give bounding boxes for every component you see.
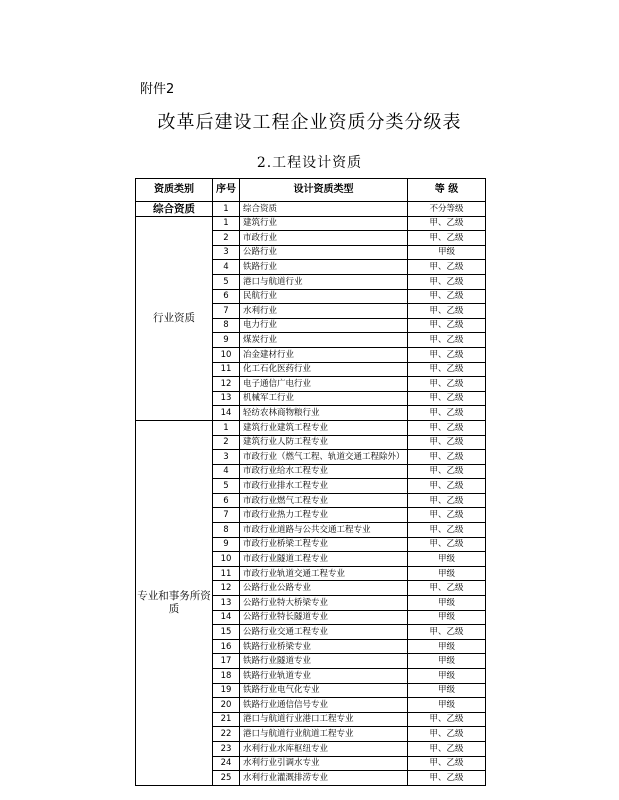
- qualification-type: 冶金建材行业: [240, 347, 408, 362]
- qualification-type: 市政行业（燃气工程、轨道交通工程除外）: [240, 450, 408, 465]
- grade-cell: 甲级: [408, 669, 486, 684]
- row-number: 11: [213, 362, 240, 377]
- grade-cell: 甲、乙级: [408, 435, 486, 450]
- grade-cell: 甲、乙级: [408, 464, 486, 479]
- qualification-type: 民航行业: [240, 289, 408, 304]
- grade-cell: 甲、乙级: [408, 450, 486, 465]
- row-number: 1: [213, 216, 240, 231]
- row-number: 7: [213, 508, 240, 523]
- qualification-type: 水利行业引调水专业: [240, 756, 408, 771]
- category-cell: 专业和事务所资质: [136, 420, 213, 785]
- grade-cell: 甲、乙级: [408, 479, 486, 494]
- row-number: 9: [213, 537, 240, 552]
- grade-cell: 甲、乙级: [408, 377, 486, 392]
- qualification-type: 铁路行业隧道专业: [240, 654, 408, 669]
- header-type: 设计资质类型: [240, 179, 408, 202]
- grade-cell: 甲级: [408, 566, 486, 581]
- row-number: 10: [213, 347, 240, 362]
- row-number: 3: [213, 245, 240, 260]
- qualification-type: 公路行业公路专业: [240, 581, 408, 596]
- qualification-type: 港口与航道行业航道工程专业: [240, 727, 408, 742]
- grade-cell: 甲、乙级: [408, 274, 486, 289]
- qualification-type: 水利行业灌溉排涝专业: [240, 771, 408, 786]
- row-number: 5: [213, 479, 240, 494]
- qualification-type: 建筑行业人防工程专业: [240, 435, 408, 450]
- page-title: 改革后建设工程企业资质分类分级表: [157, 112, 462, 133]
- row-number: 24: [213, 756, 240, 771]
- attachment-label: 附件2: [140, 82, 175, 97]
- qualification-type: 市政行业排水工程专业: [240, 479, 408, 494]
- grade-cell: 不分等级: [408, 202, 486, 217]
- category-cell: 综合资质: [136, 202, 213, 217]
- qualification-type: 铁路行业轨道专业: [240, 669, 408, 684]
- row-number: 2: [213, 231, 240, 246]
- qualification-type: 建筑行业: [240, 216, 408, 231]
- grade-cell: 甲、乙级: [408, 523, 486, 538]
- row-number: 12: [213, 581, 240, 596]
- qualification-type: 电力行业: [240, 318, 408, 333]
- qualification-type: 轻纺农林商物粮行业: [240, 406, 408, 421]
- category-cell: 行业资质: [136, 216, 213, 420]
- qualification-type: 市政行业给水工程专业: [240, 464, 408, 479]
- grade-cell: 甲级: [408, 552, 486, 567]
- qualification-type: 公路行业特长隧道专业: [240, 610, 408, 625]
- grade-cell: 甲级: [408, 683, 486, 698]
- grade-cell: 甲、乙级: [408, 362, 486, 377]
- qualification-type: 公路行业交通工程专业: [240, 625, 408, 640]
- row-number: 4: [213, 464, 240, 479]
- row-number: 7: [213, 304, 240, 319]
- qualification-type: 铁路行业通信信号专业: [240, 698, 408, 713]
- row-number: 17: [213, 654, 240, 669]
- qualification-type: 铁路行业: [240, 260, 408, 275]
- row-number: 8: [213, 318, 240, 333]
- row-number: 22: [213, 727, 240, 742]
- qualification-table: [135, 178, 486, 786]
- header-number: 序号: [213, 179, 240, 202]
- header-category: 资质类别: [136, 179, 213, 202]
- qualification-type: 铁路行业电气化专业: [240, 683, 408, 698]
- qualification-type: 电子通信广电行业: [240, 377, 408, 392]
- row-number: 23: [213, 741, 240, 756]
- qualification-type: 煤炭行业: [240, 333, 408, 348]
- grade-cell: 甲、乙级: [408, 625, 486, 640]
- header-grade: 等 级: [408, 179, 486, 202]
- row-number: 11: [213, 566, 240, 581]
- grade-cell: 甲、乙级: [408, 347, 486, 362]
- grade-cell: 甲、乙级: [408, 260, 486, 275]
- row-number: 13: [213, 391, 240, 406]
- row-number: 12: [213, 377, 240, 392]
- grade-cell: 甲、乙级: [408, 333, 486, 348]
- qualification-type: 铁路行业桥梁专业: [240, 639, 408, 654]
- row-number: 21: [213, 712, 240, 727]
- grade-cell: 甲、乙级: [408, 391, 486, 406]
- grade-cell: 甲、乙级: [408, 727, 486, 742]
- row-number: 8: [213, 523, 240, 538]
- qualification-type: 公路行业特大桥梁专业: [240, 596, 408, 611]
- row-number: 6: [213, 289, 240, 304]
- grade-cell: 甲、乙级: [408, 581, 486, 596]
- qualification-type: 市政行业隧道工程专业: [240, 552, 408, 567]
- grade-cell: 甲、乙级: [408, 216, 486, 231]
- grade-cell: 甲级: [408, 698, 486, 713]
- qualification-type: 市政行业轨道交通工程专业: [240, 566, 408, 581]
- grade-cell: 甲级: [408, 596, 486, 611]
- table-header-row: [136, 179, 486, 202]
- qualification-type: 公路行业: [240, 245, 408, 260]
- row-number: 10: [213, 552, 240, 567]
- grade-cell: 甲、乙级: [408, 771, 486, 786]
- grade-cell: 甲、乙级: [408, 756, 486, 771]
- row-number: 1: [213, 420, 240, 435]
- row-number: 20: [213, 698, 240, 713]
- table-row: [136, 216, 486, 231]
- grade-cell: 甲、乙级: [408, 741, 486, 756]
- row-number: 1: [213, 202, 240, 217]
- grade-cell: 甲、乙级: [408, 231, 486, 246]
- row-number: 9: [213, 333, 240, 348]
- qualification-type: 综合资质: [240, 202, 408, 217]
- grade-cell: 甲、乙级: [408, 508, 486, 523]
- row-number: 14: [213, 610, 240, 625]
- table-row: [136, 420, 486, 435]
- grade-cell: 甲、乙级: [408, 289, 486, 304]
- grade-cell: 甲级: [408, 610, 486, 625]
- grade-cell: 甲、乙级: [408, 318, 486, 333]
- grade-cell: 甲、乙级: [408, 406, 486, 421]
- qualification-type: 市政行业燃气工程专业: [240, 493, 408, 508]
- qualification-type: 市政行业桥梁工程专业: [240, 537, 408, 552]
- row-number: 13: [213, 596, 240, 611]
- row-number: 3: [213, 450, 240, 465]
- row-number: 5: [213, 274, 240, 289]
- qualification-type: 化工石化医药行业: [240, 362, 408, 377]
- row-number: 14: [213, 406, 240, 421]
- row-number: 25: [213, 771, 240, 786]
- row-number: 15: [213, 625, 240, 640]
- row-number: 18: [213, 669, 240, 684]
- qualification-type: 市政行业道路与公共交通工程专业: [240, 523, 408, 538]
- row-number: 2: [213, 435, 240, 450]
- qualification-type: 港口与航道行业: [240, 274, 408, 289]
- qualification-type: 水利行业水库枢纽专业: [240, 741, 408, 756]
- row-number: 6: [213, 493, 240, 508]
- row-number: 4: [213, 260, 240, 275]
- qualification-type: 市政行业热力工程专业: [240, 508, 408, 523]
- row-number: 19: [213, 683, 240, 698]
- qualification-type: 港口与航道行业港口工程专业: [240, 712, 408, 727]
- row-number: 16: [213, 639, 240, 654]
- section-subtitle: 2.工程设计资质: [256, 155, 363, 171]
- grade-cell: 甲级: [408, 245, 486, 260]
- grade-cell: 甲、乙级: [408, 712, 486, 727]
- grade-cell: 甲级: [408, 654, 486, 669]
- grade-cell: 甲、乙级: [408, 493, 486, 508]
- qualification-type: 建筑行业建筑工程专业: [240, 420, 408, 435]
- qualification-type: 水利行业: [240, 304, 408, 319]
- grade-cell: 甲、乙级: [408, 304, 486, 319]
- qualification-type: 市政行业: [240, 231, 408, 246]
- qualification-type: 机械军工行业: [240, 391, 408, 406]
- grade-cell: 甲、乙级: [408, 420, 486, 435]
- grade-cell: 甲级: [408, 639, 486, 654]
- grade-cell: 甲、乙级: [408, 537, 486, 552]
- table-row: [136, 202, 486, 217]
